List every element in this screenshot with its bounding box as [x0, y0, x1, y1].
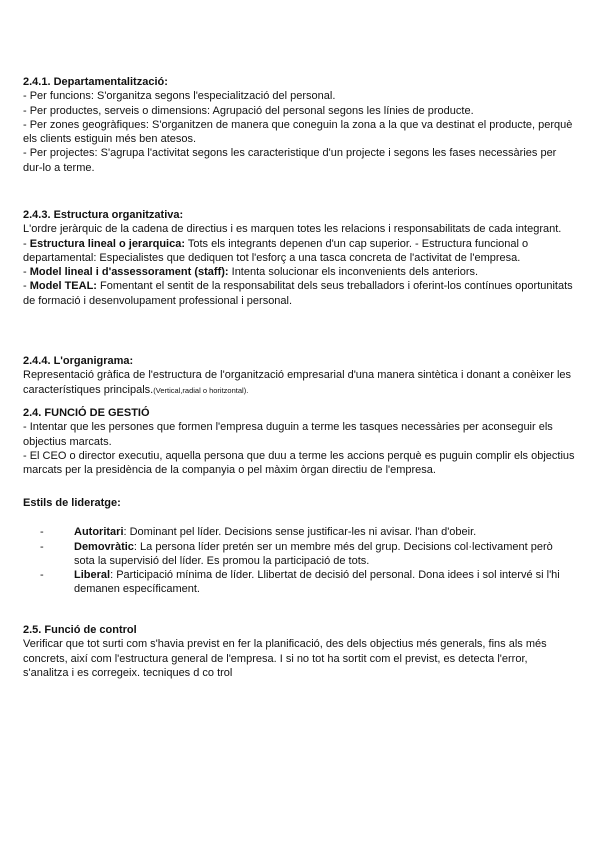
paragraph-line: - Per zones geogràfiques: S'organitzen de manera que coneguin la zona a la que va destinat el producte, perquè els clients estiguin més ben atesos. — [23, 118, 573, 146]
paragraph-line: - El CEO o director executiu, aquella persona que duu a terme les accions perquè es puguin complir els objectius marcats per la presidència de la companyia o pel màxim òrgan directiu de l'empresa. — [23, 449, 575, 477]
section-organigrama — [23, 354, 575, 398]
definition: Intenta solucionar els inconvenients dels anteriors. — [228, 266, 479, 279]
definition: Fomentant el sentit de la responsabilitat dels seus treballadors i oferint-los contínues oportunitats de formació i desenvolupament professional i personal. — [23, 280, 573, 307]
section-departamentalitzacio — [23, 75, 575, 175]
paragraph-line: - Per funcions: S'organitza segons l'especialització del personal. — [23, 90, 336, 103]
term: Estructura lineal o jerarquica: — [29, 237, 186, 250]
term: Autoritari — [74, 526, 124, 539]
list-item — [35, 525, 575, 539]
term: Model lineal i d'assessorament (staff): — [29, 266, 229, 279]
paragraph-line: - Per productes, serveis o dimensions: Agrupació del personal segons les línies de producte. — [23, 104, 474, 117]
definition: Tots els integrants depenen d'un cap superior. - Estructura funcional o departamental: Especialistes que dediquen tot l'esforç a una tasca concreta de l'activitat de l'empresa. — [23, 237, 529, 264]
dash: - — [23, 266, 30, 279]
section-funcio-de-gestio — [23, 406, 575, 477]
section-estils-lideratge — [23, 496, 575, 597]
list-item — [23, 279, 575, 308]
dash: - — [40, 569, 44, 582]
list-item — [35, 568, 575, 597]
definition: : La persona líder pretén ser un membre més del grup. Decisions col·lectivament però sota la supervisió del líder. Es promou la participació de tots. — [74, 540, 553, 567]
definition: : Participació mínima de líder. Llibertat de decisió del personal. Dona idees i sol intervé si l'hi demanen específicament. — [74, 569, 560, 596]
list-item — [23, 237, 575, 266]
section-title: 2.4. FUNCIÓ DE GESTIÓ — [23, 407, 150, 419]
term: Liberal — [74, 569, 111, 582]
section-title: 2.5. Funció de control — [23, 624, 137, 636]
section-funcio-de-control — [23, 623, 575, 680]
dash: - — [23, 237, 30, 250]
list-item — [35, 540, 575, 569]
paragraph: L'ordre jeràrquic de la cadena de directius i es marquen totes les relacions i responsabilitats de cada integrant. — [23, 223, 562, 236]
section-title: 2.4.1. Departamentalització: — [23, 76, 168, 88]
paragraph-line: - Intentar que les persones que formen l'empresa duguin a terme les tasques necessàries per aconseguir els objectius marcats. — [23, 421, 553, 448]
section-title: Estils de lideratge: — [23, 497, 121, 509]
paragraph-line: - Per projectes: S'agrupa l'activitat segons les caracteristique d'un projecte i segons les fases necessàries per dur-lo a terme. — [23, 147, 557, 174]
dash: - — [23, 280, 30, 293]
dash: - — [40, 540, 44, 553]
list-item — [23, 265, 575, 279]
definition: : Dominant pel líder. Decisions sense justificar-les ni avisar. l'han d'obeir. — [123, 526, 477, 539]
dash: - — [40, 526, 44, 539]
term: Demovràtic — [74, 540, 134, 553]
section-title: 2.4.4. L'organigrama: — [23, 355, 134, 367]
paragraph: Verificar que tot surti com s'havia previst en fer la planificació, des dels objectius més generals, fins als més concrets, així com l'estructura general de l'empresa. I si no tot ha sortit com el previst, es detecta l'error, s'analitza i es corregeix. tecniques d co trol — [23, 638, 547, 679]
leadership-list — [23, 525, 575, 596]
term: Model TEAL: — [29, 280, 97, 293]
paragraph — [23, 368, 575, 398]
paragraph-text: Representació gràfica de l'estructura de l'organització empresarial d'una manera sintètica i donant a conèixer les característiques principals. — [23, 369, 572, 396]
section-title: 2.4.3. Estructura organitzativa: — [23, 209, 184, 221]
section-estructura-organitzativa — [23, 208, 575, 308]
note-small: (Vertical,radial o horitzontal). — [153, 385, 249, 395]
